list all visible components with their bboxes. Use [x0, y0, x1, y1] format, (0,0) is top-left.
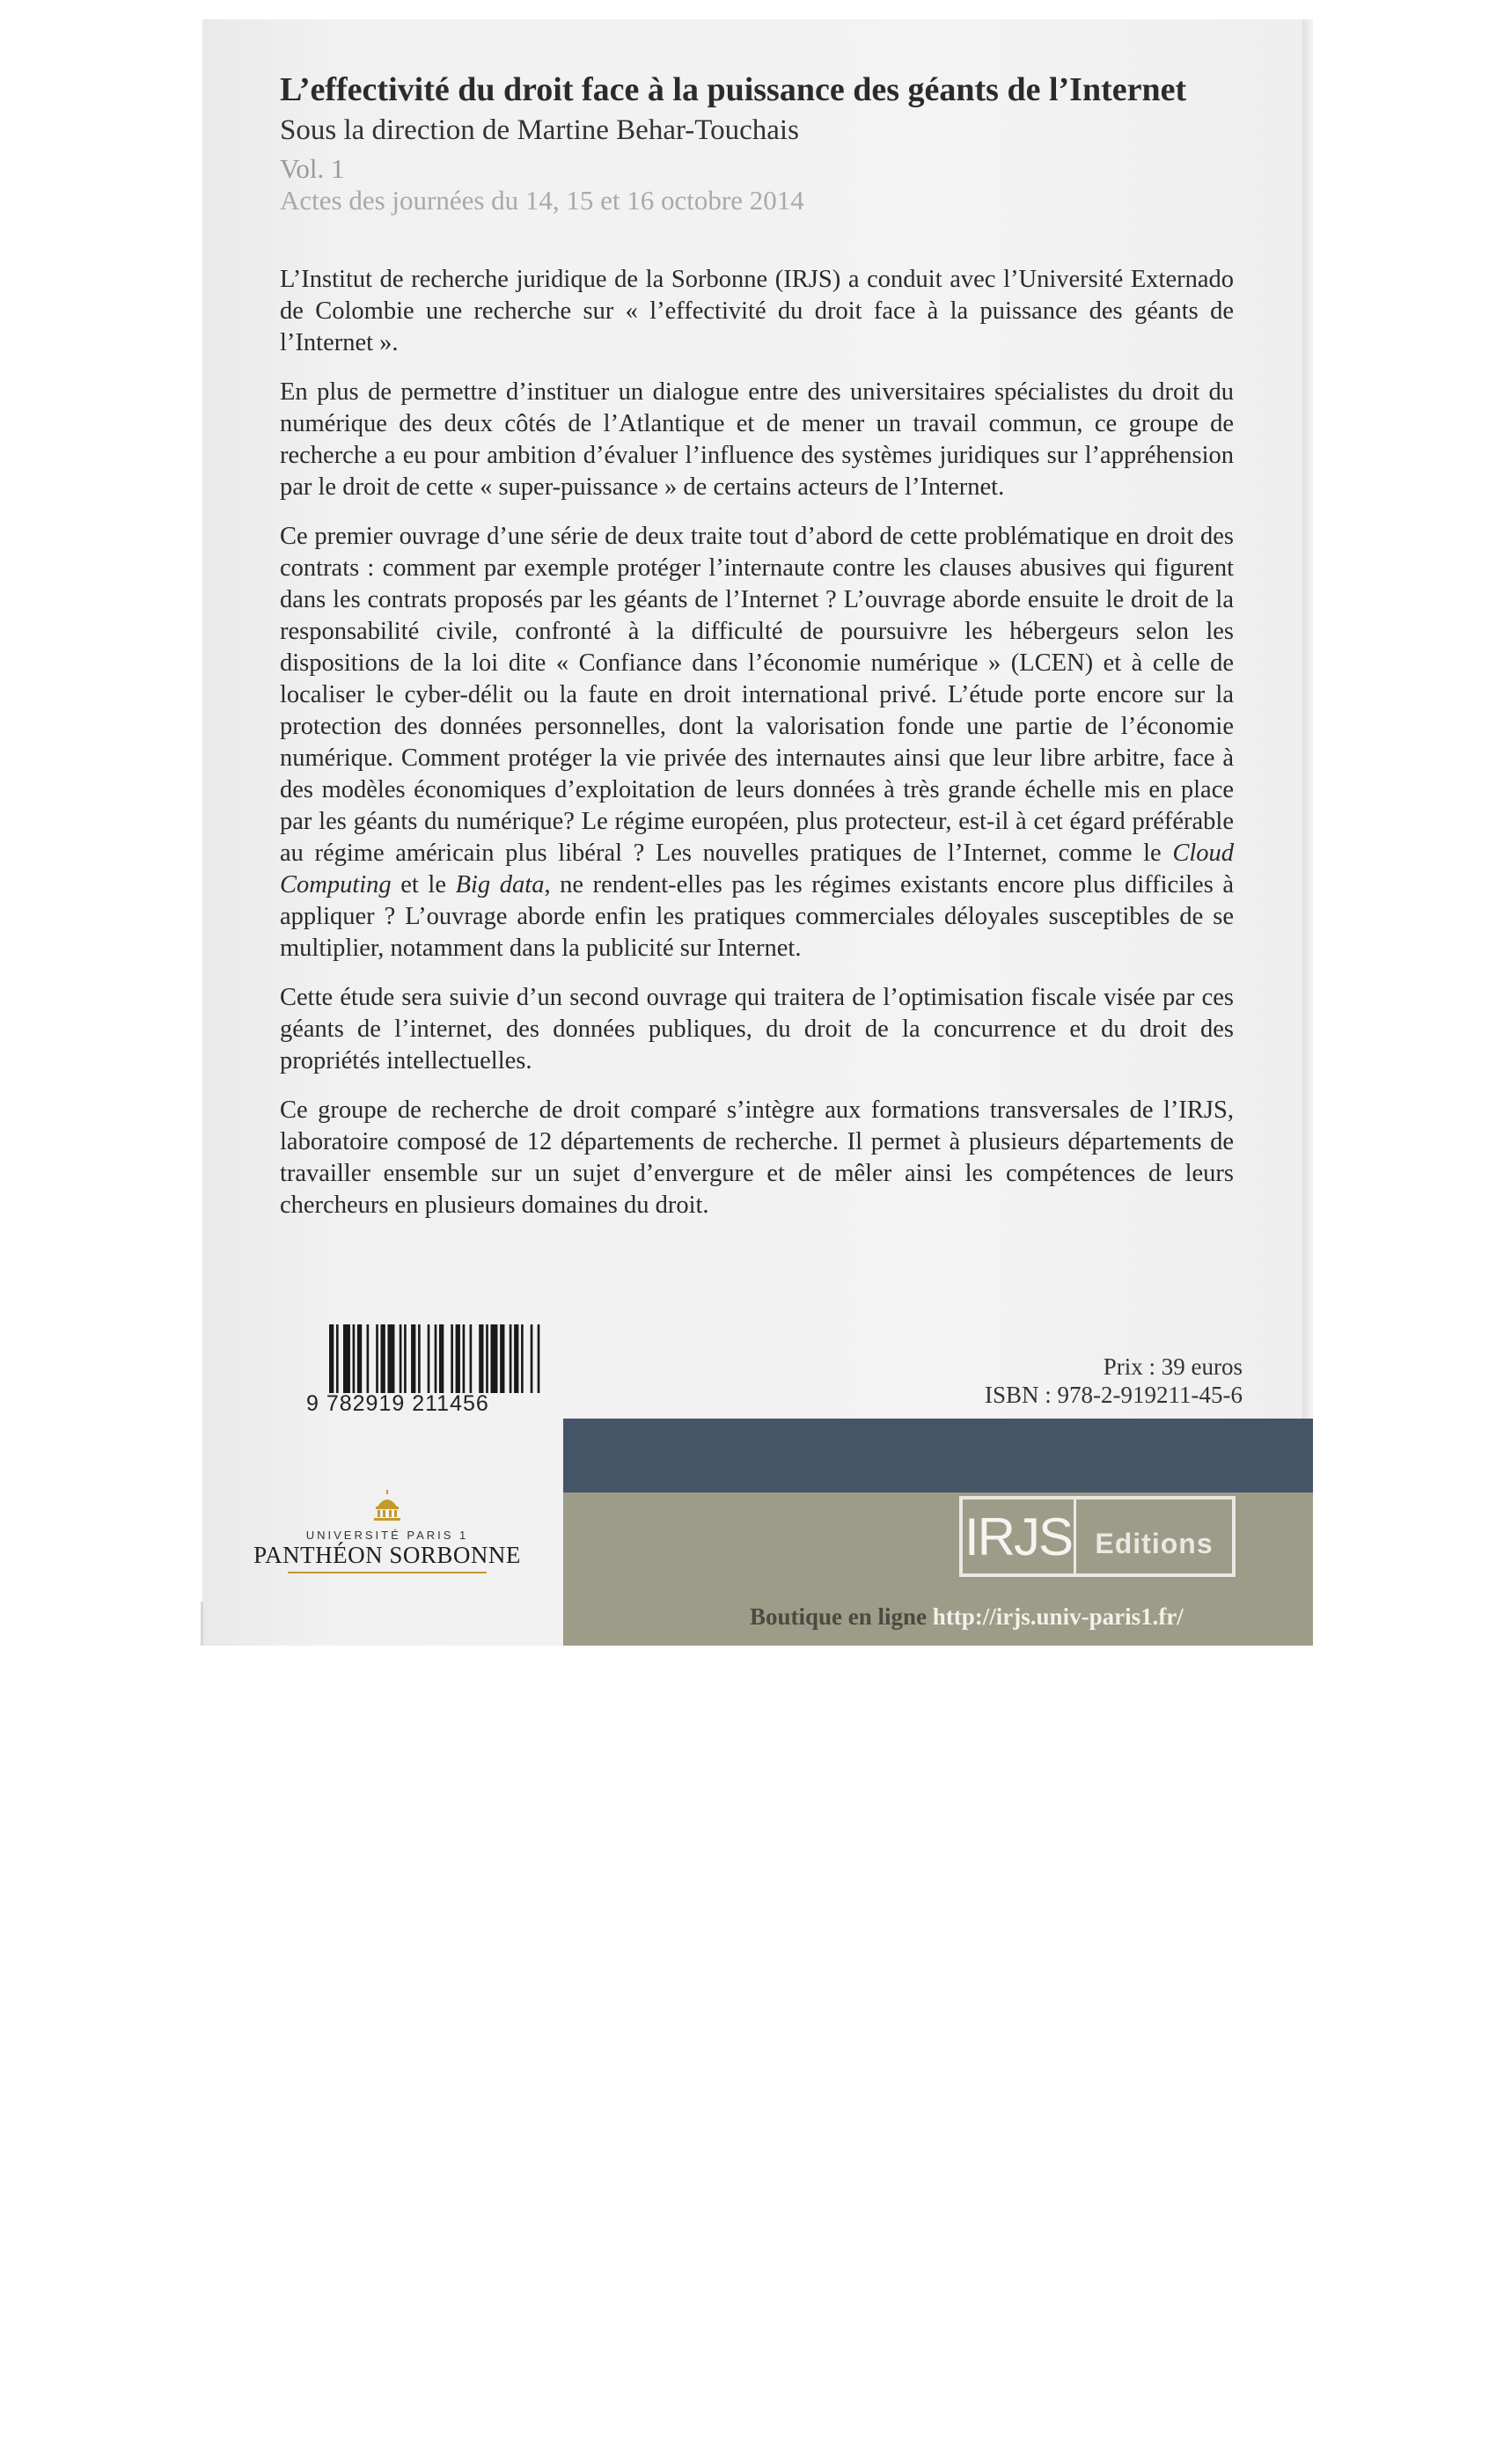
university-logo-rule: [288, 1572, 487, 1573]
irjs-editions-logo: [959, 1496, 1236, 1577]
blue-band: [563, 1419, 1313, 1492]
paragraph-2: En plus de permettre d’instituer un dialogue entre des universitaires spécialistes du droit du numérique des deux côtés de l’Atlantique et de mener un travail commun, ce groupe de recherche a eu pour ambition d’évaluer l’influence des systèmes juridiques sur l’appréhension par le droit de cette « super-puissance » de certains acteurs de l’Internet.: [280, 378, 1234, 501]
barcode-bar: [521, 1324, 524, 1393]
barcode-bar: [353, 1324, 356, 1393]
barcode-bar: [404, 1324, 407, 1393]
paragraph-3-part-c: , ne rendent-elles pas les régimes existants encore plus difficiles à appliquer ? L’ouvrage aborde enfin les pratiques commerciales déloyales susceptibles de se multiplier, notamment dans la publicité sur Internet.: [280, 871, 1235, 962]
barcode-bar: [439, 1324, 444, 1393]
irjs-logo-text: IRJS: [963, 1500, 1076, 1573]
barcode-bar: [336, 1324, 339, 1393]
pantheon-sorbonne-logo: [246, 1487, 528, 1566]
barcode-bar: [456, 1324, 460, 1393]
barcode-bar: [538, 1324, 540, 1393]
barcode-bar: [435, 1324, 437, 1393]
book-editor: Sous la direction de Martine Behar-Touchais: [280, 114, 799, 146]
editions-logo-text: Editions: [1095, 1528, 1214, 1559]
barcode-bar: [428, 1324, 430, 1393]
barcode-bar: [531, 1324, 533, 1393]
isbn-barcode: [306, 1324, 542, 1419]
paragraph-5: Ce groupe de recherche de droit comparé s’intègre aux formations transversales de l’IRJS, laboratoire composé de 12 départements de recherche. Il permet à plusieurs départements de travailler ensemble sur un sujet d’envergure et de mêler ainsi les compétences de leurs chercheurs en plusieurs domaines du droit.: [280, 1096, 1234, 1219]
barcode-number: 9 782919 211456: [306, 1391, 489, 1416]
barcode-bar: [376, 1324, 378, 1393]
barcode-bars: [329, 1324, 542, 1393]
university-small-line: UNIVERSITÉ PARIS 1: [305, 1529, 469, 1542]
price-label: Prix : 39 euros: [1103, 1353, 1243, 1380]
barcode-bar: [329, 1324, 334, 1393]
barcode-bar: [500, 1324, 504, 1393]
barcode-bar: [411, 1324, 415, 1393]
barcode-bar: [387, 1324, 394, 1393]
description-text: [280, 264, 1234, 1239]
big-data-term: Big data: [455, 871, 545, 898]
proceedings-dates: Actes des journées du 14, 15 et 16 octobre 2014: [280, 185, 804, 216]
pantheon-dome-icon: [370, 1487, 405, 1522]
barcode-bar: [451, 1324, 453, 1393]
barcode-bar: [463, 1324, 466, 1393]
cover-left-edge: [201, 1602, 203, 1646]
paragraph-3-part-a: Ce premier ouvrage d’une série de deux traite tout d’abord de cette problématique en droit des contrats : comment par exemple protéger l’internaute contre les clauses abusives qui figurent dans les contrats proposés par les géants de l’Internet ? L’ouvrage aborde ensuite le droit de la responsabilité civile, confronté à la difficulté de poursuivre les hébergeurs selon les dispositions de la loi dite « Confiance dans l’économie numérique » (LCEN) et à celle de localiser le cyber-délit ou la faute en droit international privé. L’étude porte encore sur la protection des données personnelles, dont la valorisation fonde une partie de l’économie numérique. Comment protéger la vie privée des internautes ainsi que leur libre arbitre, face à des modèles économiques d’exploitation de leurs données à très grande échelle mis en place par les géants du numérique? Le régime européen, plus protecteur, est-il à cet égard préférable au régime américain plus libéral ? Les nouvelles pratiques de l’Internet, comme le: [280, 523, 1234, 867]
university-name: PANTHÉON SORBONNE: [253, 1542, 521, 1568]
barcode-bar: [343, 1324, 350, 1393]
book-title: L’effectivité du droit face à la puissance des géants de l’Internet: [280, 71, 1187, 108]
barcode-bar: [490, 1324, 497, 1393]
online-shop-label: Boutique en ligne: [750, 1603, 928, 1630]
barcode-bar: [418, 1324, 421, 1393]
barcode-bar: [400, 1324, 402, 1393]
barcode-bar: [357, 1324, 362, 1393]
paragraph-3: [280, 521, 1234, 964]
barcode-bar: [486, 1324, 488, 1393]
paragraph-4: Cette étude sera suivie d’un second ouvrage qui traitera de l’optimisation fiscale visée par ces géants de l’internet, des données publiques, du droit de la concurrence et du droit des propriétés intellectuelles.: [280, 984, 1234, 1074]
isbn-label: ISBN : 978-2-919211-45-6: [985, 1382, 1243, 1408]
cover-edge-shadow: [1302, 19, 1313, 1646]
barcode-bar: [367, 1324, 370, 1393]
online-shop-url[interactable]: http://irjs.univ-paris1.fr/: [932, 1603, 1184, 1630]
cloud-computing-term: Cloud Computing: [280, 840, 1234, 898]
paragraph-3-part-b: et le: [400, 871, 447, 898]
barcode-bar: [381, 1324, 385, 1393]
barcode-bar: [479, 1324, 483, 1393]
paragraph-1: L’Institut de recherche juridique de la Sorbonne (IRJS) a conduit avec l’Université Externado de Colombie une recherche sur « l’effectivité du droit face à la puissance des géants de l’Internet ».: [280, 266, 1234, 356]
online-shop: [750, 1603, 1184, 1631]
barcode-bar: [470, 1324, 473, 1393]
barcode-bar: [510, 1324, 512, 1393]
barcode-bar: [514, 1324, 518, 1393]
volume-number: Vol. 1: [280, 153, 345, 184]
